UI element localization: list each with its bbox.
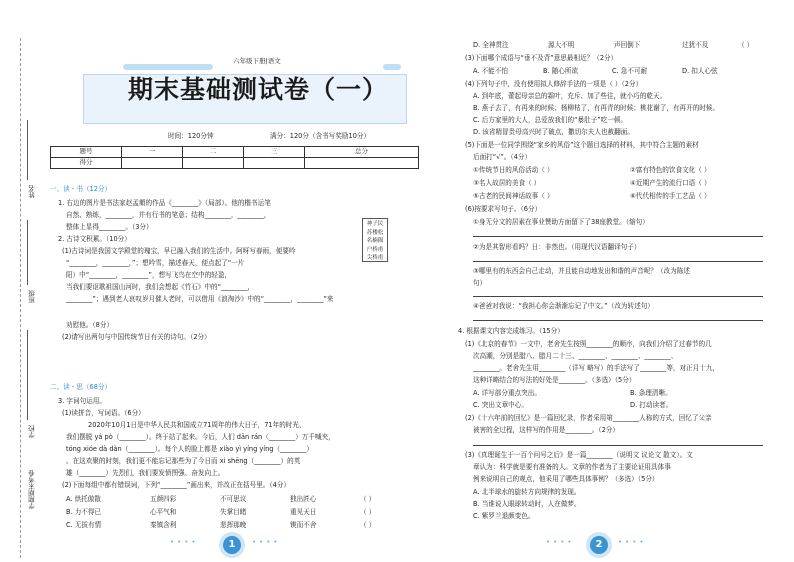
- option: D. 打动读者。: [630, 401, 673, 409]
- word-cell: 不可思议: [220, 495, 247, 503]
- q3-heading: 3. 字词句运用。: [58, 397, 106, 405]
- page-title: 期末基础测试卷（一）: [128, 75, 389, 104]
- score-row-label: 得分: [51, 158, 122, 169]
- option: ①传统节日的风俗活动（ ）: [473, 166, 554, 174]
- binding-line: [20, 38, 21, 558]
- q3-1-heading: (1)读拼音，写词语。（6分）: [62, 409, 145, 417]
- score-cell[interactable]: [244, 158, 305, 169]
- q3-6-item3b: 句）: [473, 279, 487, 287]
- score-header: 总分: [305, 147, 419, 158]
- word-cell: 声回倒下: [614, 41, 641, 49]
- word-row-b: B. 力不得已: [66, 508, 102, 516]
- section-1-heading: 一、读・书（12分）: [50, 185, 112, 193]
- q4-1-line3: ________。老舍先生用________（详写 略写）的手法写了________等，对正月十九，: [473, 364, 720, 372]
- option: B. 燕子去了，有再来的时候；杨柳枯了，有再青的时候；桃花谢了，有再开的时候。: [473, 104, 720, 112]
- calligraphy-text: 苏楼松: [366, 229, 384, 236]
- word-cell: 心平气和: [150, 508, 177, 516]
- page-decoration: ••••: [252, 538, 281, 546]
- q3-6-heading: (6)按要求写句子。（6分）: [465, 205, 542, 213]
- option: ②富有特色的饮食文化（ ）: [630, 166, 711, 174]
- q3-6-item4: ④爸爸对我说：“我担心你会渐渐忘记了中文。”（改为转述句）: [473, 302, 654, 310]
- q4-3-line1: (3)《真理诞生于一百个问号之后》是一篇________（说明文 议论文 散文）。文: [465, 451, 693, 459]
- q3-5-line2: 后面打“√”。（4分）: [473, 153, 532, 161]
- word-cell: 锲而不舍: [290, 521, 317, 529]
- option: C. 后方家里的大人，总爱放我们的“暴肚子”吃一顿。: [473, 116, 628, 124]
- q3-1-line1: 2020年10月1日是中华人民共和国成立71周年的伟大日子，71年的时光，: [88, 421, 306, 429]
- q4-1-line4: 这种详略结合的写法的好处是________。（多选）（5分）: [473, 376, 636, 384]
- section-2-heading: 二、读・思（68分）: [50, 383, 112, 391]
- q1-line1: 1. 右边的图片是书法家赵孟頫的作品《________》（局部）。他的楷书运笔: [58, 199, 271, 207]
- q2-1-line4: 阳）中“________，________”，想写飞鸟在空中的轻盈，: [66, 271, 232, 279]
- option: A. 北半球水的旋转方向规律的发现。: [473, 488, 581, 496]
- exam-label: 学期期末考卷: [28, 470, 36, 509]
- answer-line[interactable]: [473, 320, 763, 321]
- page-decoration: ••••: [170, 538, 199, 546]
- q2-1-line1: (1)古诗词是我国文学殿堂的瑰宝，早已融入我们的生活中。阿呀写春雨，便要吟: [62, 247, 296, 255]
- score-cell[interactable]: [122, 158, 183, 169]
- class-line: [27, 220, 28, 285]
- q3-5-line1: (5)下面是一位同学围绕“家乡的风俗”这个题目选择的材料，其中符合主题的素材: [465, 141, 699, 149]
- deco-bar: [123, 64, 213, 70]
- option: ④近期产生的流行口语（ ）: [630, 179, 711, 187]
- option: B. 条理清晰。: [630, 389, 672, 397]
- option: A. 到年底，蕾起母亲总的霜叶，充斥、加了些往，就小巧的乾天。: [473, 92, 667, 100]
- score-cell[interactable]: [183, 158, 244, 169]
- score-header: 题号: [51, 147, 122, 158]
- page-decoration: ••••: [618, 538, 647, 546]
- option: B. 随心所欲: [543, 67, 579, 75]
- name-line: [27, 120, 28, 180]
- q4-3-line2: 章认为：科学就是要有准备的人。文章的作者为了主要论证用具体事: [473, 463, 671, 471]
- answer-line[interactable]: [473, 296, 763, 297]
- page-number: 1: [223, 536, 241, 554]
- class-label: 班级: [28, 290, 36, 303]
- q3-2-heading: (2)下面每组中都有错误词，下列“________”画出来，并改正在括号里。（4分）: [62, 481, 291, 489]
- q2-1-line5: 当我们要讴歌祖国山河时，我们会想起《竹石》中的“________，: [66, 283, 255, 291]
- q4-heading: 4. 根据课文内容完成练习。（15分）: [458, 327, 564, 335]
- q3-1-line3: tóng xióe dà dàn（________）。每个人的脸上都是 xiào yì yíng yíng（________）: [66, 445, 314, 453]
- option: C. 突出文章中心。: [473, 401, 528, 409]
- answer-paren[interactable]: （ ）: [360, 495, 376, 503]
- option: D. 扣人心弦: [682, 67, 718, 75]
- word-cell: 悲挥那晚: [220, 521, 247, 529]
- word-cell: 重见天日: [290, 508, 317, 516]
- page-decoration: ••••: [546, 538, 575, 546]
- q4-2-line1: (2)《十六年前的回忆》是一篇回忆录，作者采用第________人称的方式，回忆了父亲: [465, 414, 712, 422]
- q3-6-item1: ①身无分文的居素在事业赞助方面留下了38座教堂。（缩句）: [473, 218, 649, 226]
- word-row-a: A. 烘托傲散: [66, 495, 101, 503]
- school-label: 学校: [28, 425, 36, 438]
- exam-score-total: 满分：120分（含书写奖励10分）: [270, 132, 371, 140]
- answer-line[interactable]: [473, 445, 763, 446]
- q2-1-line7: 劝慰他。（8分）: [66, 321, 114, 329]
- q1-line2: 自然、熟练，________，并有行书的笔意；结构________，________，: [66, 211, 271, 219]
- name-label: 姓名: [28, 185, 36, 198]
- q2-2: (2)请写出两句与中国传统节日有关的诗句。（2分）: [62, 333, 211, 341]
- q3-6-item2: ②为是其智形看吗？日：非然也。（用现代汉语翻译句子）: [473, 243, 641, 251]
- option: B. 当谁说人眼球转动时，人在做梦。: [473, 500, 581, 508]
- q3-6-item3: ③哪里有的东西会自己走动，并且能自动地发出和谐的声音呢？（改为陈述: [473, 267, 690, 275]
- word-row-c: C. 无拔有情: [66, 521, 102, 529]
- title-banner: [83, 57, 405, 122]
- q2-1-line6: ________”；遇到老人哀叹岁月催人老时，可以借用《浪淘沙》中的“________，________”来: [66, 295, 334, 303]
- q2-1-line2: “________，________，”；想吟雪，描述春天，便点起了“一片: [66, 259, 245, 267]
- deco-bar: [383, 64, 401, 70]
- calligraphy-text: 神子民: [366, 221, 384, 227]
- option: A. 详写部分重点突出。: [473, 389, 541, 397]
- word-cell: 独出匠心: [290, 495, 317, 503]
- word-cell: 秦镇含利: [150, 521, 177, 529]
- calligraphy-image: [362, 218, 388, 262]
- score-header: 二: [183, 147, 244, 158]
- score-cell[interactable]: [305, 158, 419, 169]
- option: C. 急不可耐: [612, 67, 648, 75]
- word-cell: 五颜四彩: [150, 495, 177, 503]
- calligraphy-text: 尖桥甫: [366, 255, 384, 262]
- grade-subject: 六年级下册|语文: [233, 57, 281, 65]
- score-header: 三: [244, 147, 305, 158]
- option: D. 该省精冒贵母高兴时了破点，撒切尔夫人也赦翻面。: [473, 128, 634, 136]
- q4-1-line2: 次高潮，分别是腊八、腊月二十三、________、________、________、: [473, 352, 678, 360]
- score-table: [50, 146, 419, 169]
- q3-1-line2: 我们摆脱 yá pò（________）。终于站了起来。今后，人们 dān rán（________）万千喊夹，: [66, 433, 335, 441]
- q3-1-line4: 。在这欢聚的时刻，我们更不能忘记那些为了今日而 xi shēng（________）的英: [66, 457, 301, 465]
- q2-heading: 2. 古诗文积累。（10分）: [58, 235, 131, 243]
- calligraphy-text: 户桥甫: [366, 246, 384, 253]
- q1-line3: 整体上显得________。（3分）: [66, 223, 153, 231]
- word-cell: 过犹不及: [682, 41, 709, 49]
- word-cell: 失掌目睹: [220, 508, 247, 516]
- option: ⑥代代相传的手工艺品（ ）: [630, 192, 711, 200]
- option: C. 紫罗兰退颜变色。: [473, 512, 535, 520]
- calligraphy-text: 名楠陨: [366, 238, 384, 245]
- exam-time: 时间：120分钟: [168, 132, 214, 140]
- q3-1-line5: 雄（________）先烈们，我们要发愤图强、奋发向上。: [66, 469, 225, 477]
- page-number: 2: [590, 536, 608, 554]
- q4-1-line1: (1)《北京的春节》一文中，老舍先生按照________的顺序，向我们介绍了过春节的几: [465, 340, 712, 348]
- q4-2-line2: 被害的全过程，这样写的作用是________。（2分）: [473, 426, 619, 434]
- q4-3-line3: 例来说明自己的观点，他采用了哪些具体事例？（多选）（5分）: [473, 475, 659, 483]
- option: A. 不能不怕: [473, 67, 508, 75]
- option: ⑤古老的民间神话故事（ ）: [473, 192, 554, 200]
- option: ③名人故居的美食（ ）: [473, 179, 541, 187]
- answer-line[interactable]: [473, 261, 763, 262]
- word-cell: 源大不明: [548, 41, 575, 49]
- answer-paren[interactable]: （ ）: [360, 508, 376, 516]
- answer-paren[interactable]: （ ）: [738, 41, 754, 49]
- d-option: D. 全神贯注: [473, 41, 509, 49]
- school-line: [27, 330, 28, 420]
- answer-paren[interactable]: （ ）: [360, 521, 376, 529]
- q3-4-heading: (4)下列句子中，没有使用拟人修辞手法的一项是（ ）（2分）: [465, 80, 643, 88]
- score-header: 一: [122, 147, 183, 158]
- q3-3-heading: (3)下面哪个成语与“垂不及背”意思最相近？（2分）: [465, 54, 618, 62]
- answer-line[interactable]: [473, 236, 763, 237]
